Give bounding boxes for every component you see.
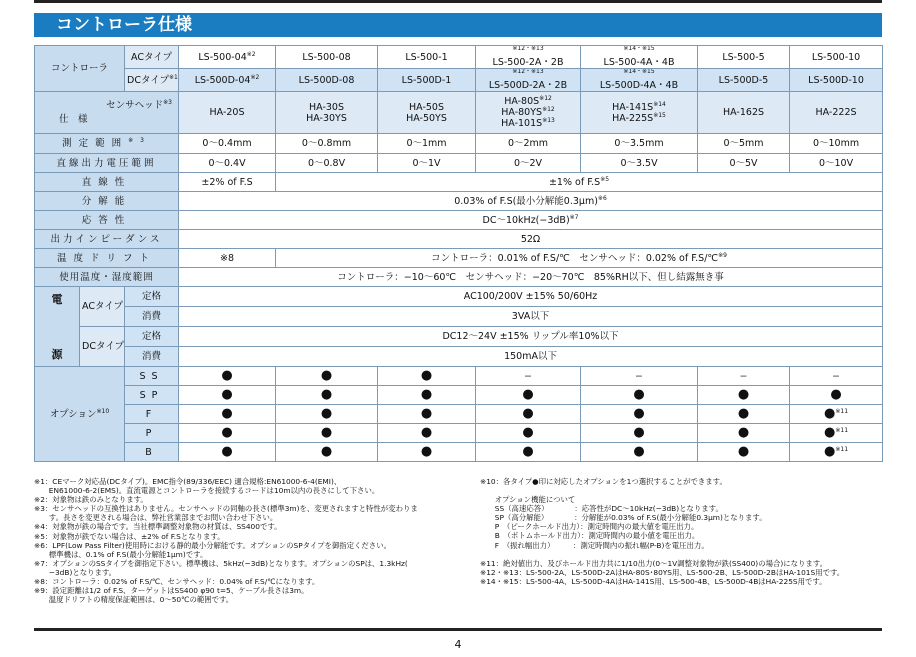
option-dot: ● <box>221 387 233 402</box>
sensor-head-model: HA-30S <box>309 101 344 113</box>
voltage-value-text: 0〜5V <box>729 157 758 169</box>
note-line: ※14・※15：LS-500-4A、LS-500D-4AはHA-141S用、LS-500-4B、LS-500D-4BはHA-225S用です。 <box>480 576 827 586</box>
sensor-head-cell <box>179 92 276 134</box>
option-cell <box>698 405 790 424</box>
response-sup: ※7 <box>569 213 579 221</box>
voltage-value-text: 0〜3.5V <box>620 157 658 169</box>
voltage-value <box>476 154 581 173</box>
range-label-sup: ※3 <box>128 136 151 144</box>
option-name <box>125 424 179 443</box>
ac-model-name: LS-500-5 <box>722 51 765 63</box>
option-cell <box>179 405 276 424</box>
resolution-sup: ※6 <box>597 194 607 202</box>
ac-rating-text: AC100/200V ±15% 50/60Hz <box>463 291 598 302</box>
option-dash: − <box>739 370 748 382</box>
voltage-value <box>179 154 276 173</box>
sensor-head-model: HA-162S <box>723 107 765 118</box>
table-row <box>35 211 883 230</box>
note-line: ※2：対象物は鉄のみとなります。 <box>34 495 148 505</box>
dc-consumption-label-text: 消費 <box>142 351 162 362</box>
note-line: ※5：対象物が鉄でない場合は、±2% of F.Sとなります。 <box>34 531 225 541</box>
impedance-value-text: 52Ω <box>520 233 541 245</box>
dc-model-name: LS-500D-1 <box>401 74 452 86</box>
dc-model-name: LS-500D-04 <box>194 74 251 86</box>
dc-model-name: LS-500D-5 <box>718 74 769 86</box>
option-dot: ● <box>320 387 333 402</box>
ac-model-cell <box>581 46 698 69</box>
sensor-head-model: HA-101S <box>501 118 543 129</box>
note-line: 標準機は、0.1% of F.S(最小分解能1μm)です。 <box>34 549 208 559</box>
option-dash: − <box>635 370 643 382</box>
option-cell <box>790 386 883 405</box>
sensor-head-cell <box>378 92 476 134</box>
option-cell <box>476 424 581 443</box>
dc-consumption-label <box>125 347 179 367</box>
power-dc-text: DCタイプ <box>82 341 124 352</box>
table-row <box>35 307 883 327</box>
note-line <box>480 486 844 495</box>
linearity-first-text: ±2% of F.S <box>201 176 253 188</box>
range-value <box>179 134 276 154</box>
voltage-label <box>35 154 179 173</box>
table-row <box>35 230 883 249</box>
option-cell <box>581 424 698 443</box>
env-label <box>35 268 179 287</box>
range-value <box>790 134 883 154</box>
spec-sensor-header <box>35 92 179 134</box>
voltage-value <box>378 154 476 173</box>
option-dot: ● <box>633 444 645 459</box>
bottom-rule <box>34 628 882 631</box>
sensor-head-model: HA-222S <box>815 107 857 118</box>
power-label-bottom: 源 <box>51 347 63 361</box>
note-line: ※6：LPF(Low Pass Filter)使用時における静的最小分解能です。オプションのSPタイプを御指定ください。 <box>34 540 391 550</box>
range-value-text: 0〜1mm <box>406 138 447 149</box>
ac-model-cell <box>378 46 476 69</box>
option-dot: ● <box>830 387 842 402</box>
dc-model-cell <box>581 69 698 92</box>
spec-text: 仕 様 <box>59 114 88 125</box>
controller-label <box>35 46 125 92</box>
option-dot: ● <box>633 425 645 440</box>
table-row <box>35 287 883 307</box>
note-line: −3dB)となります。 <box>34 567 117 577</box>
ac-rating-value <box>179 287 883 307</box>
sensor-head-cell <box>698 92 790 134</box>
note-line: EN61000-6-2(EMS)。直流電源とコントローラを接続するコードは10m以内の長さにして下さい。 <box>34 486 380 496</box>
range-value <box>476 134 581 154</box>
option-name <box>125 405 179 424</box>
range-value-text: 0〜2mm <box>507 138 549 149</box>
ac-rating-label <box>125 287 179 307</box>
drift-rest-sup: ※9 <box>718 251 727 259</box>
table-row <box>35 386 883 405</box>
option-dot: ● <box>522 444 534 459</box>
option-dot: ● <box>420 425 433 440</box>
linearity-rest-sup: ※5 <box>600 175 610 183</box>
drift-rest-text: コントローラ：0.01% of F.S/℃ センサヘッド：0.02% of F.S/℃ <box>431 252 719 264</box>
sensor-head-model-sup: ※15 <box>653 111 666 119</box>
ac-model-sup: ※2 <box>246 50 256 58</box>
table-row <box>35 424 883 443</box>
table-row <box>35 405 883 424</box>
option-cell <box>179 424 276 443</box>
ac-model-cell <box>698 46 790 69</box>
option-dot: ● <box>420 406 433 421</box>
option-cell <box>276 367 378 386</box>
table-row <box>35 443 883 462</box>
ac-rating-label-text: 定格 <box>142 291 162 302</box>
range-value <box>581 134 698 154</box>
top-rule <box>34 0 882 3</box>
sensor-head-model: HA-80YS <box>501 107 543 118</box>
range-value-text: 0〜0.4mm <box>202 138 252 149</box>
dc-model-name: LS-500D-08 <box>298 74 355 86</box>
option-name-text: B <box>145 446 158 458</box>
dc-model-cell <box>790 69 883 92</box>
option-dot: ● <box>320 368 333 383</box>
dc-model-name: LS-500D-4A・4B <box>599 80 679 91</box>
note-line: P （ピークホールド出力）：測定時間内の最大値を電圧出力。 <box>480 522 699 532</box>
sensor-head-model-sup: ※14 <box>653 100 666 108</box>
voltage-label-text: 直線出力電圧範囲 <box>56 157 157 169</box>
option-dot: ● <box>824 444 836 459</box>
sensor-head-model-sup: ※12 <box>542 105 555 113</box>
ac-consumption-value <box>179 307 883 327</box>
drift-label-text: 温度ドリフト <box>57 252 157 264</box>
range-value-text: 0〜3.5mm <box>614 138 664 149</box>
power-dc-label <box>80 327 125 367</box>
option-dot: ● <box>320 406 333 421</box>
sensor-head-sup: ※3 <box>163 98 173 106</box>
linearity-rest-text: ±1% of F.S <box>548 176 601 188</box>
voltage-value-text: 0〜0.8V <box>307 157 346 169</box>
sensor-head-cell <box>581 92 698 134</box>
voltage-value <box>581 154 698 173</box>
option-cell <box>581 367 698 386</box>
table-row <box>35 69 883 92</box>
impedance-value <box>179 230 883 249</box>
option-cell <box>476 405 581 424</box>
table-row <box>35 327 883 347</box>
ac-model-cell <box>276 46 378 69</box>
sensor-head-model: HA-141S <box>612 101 654 113</box>
controller-label-text: コントローラ <box>51 63 109 74</box>
option-cell <box>179 386 276 405</box>
table-row <box>35 249 883 268</box>
drift-rest <box>276 249 883 268</box>
option-cell <box>790 424 883 443</box>
note-line: B （ボトムホールド出力）：測定時間内の最小値を電圧出力。 <box>480 531 700 541</box>
options-label-text: オプション <box>49 408 97 420</box>
impedance-label-text: 出力インピーダンス <box>50 233 163 245</box>
dc-model-note: ※14・※15 <box>623 68 655 75</box>
drift-first <box>179 249 276 268</box>
option-cell <box>378 443 476 462</box>
option-dot: ● <box>221 406 233 421</box>
option-cell <box>378 424 476 443</box>
ac-model-cell <box>476 46 581 69</box>
option-name-text: P <box>145 427 158 439</box>
option-cell <box>276 424 378 443</box>
spec-label <box>41 114 172 125</box>
power-label <box>35 287 80 367</box>
note-line: SP（高分解能） ：分解能が0.03% of F.S(最小分解能0.3μm)となります。 <box>480 513 767 523</box>
option-sup: ※11 <box>835 407 849 415</box>
sensor-head-model: HA-50S <box>409 101 444 113</box>
option-cell <box>790 405 883 424</box>
voltage-value-text: 0〜2V <box>513 157 543 169</box>
option-name-text: SS <box>139 370 164 382</box>
ac-model-name: LS-500-1 <box>405 51 448 63</box>
sensor-head-model: HA-80S <box>504 96 540 107</box>
option-cell <box>698 386 790 405</box>
table-row <box>35 268 883 287</box>
range-value-text: 0〜5mm <box>723 138 764 149</box>
power-ac-label <box>80 287 125 327</box>
linearity-first <box>179 173 276 192</box>
linearity-rest <box>276 173 883 192</box>
ac-model-name: LS-500-04 <box>198 51 247 63</box>
note-line: SS（高速応答） ：応答性がDC〜10kHz(−3dB)となります。 <box>480 504 723 514</box>
ac-type-label <box>125 46 179 69</box>
option-sup: ※11 <box>835 426 849 434</box>
option-cell <box>476 386 581 405</box>
option-dash: − <box>832 370 840 382</box>
range-value-text: 0〜0.8mm <box>301 138 352 149</box>
dc-model-name: LS-500D-10 <box>808 74 864 86</box>
option-dot: ● <box>633 406 645 421</box>
option-cell <box>698 367 790 386</box>
dc-type-label <box>125 69 179 92</box>
note-line: 温度ドリフトの精度保証範囲は、0〜50℃の範囲です。 <box>34 595 234 605</box>
options-label <box>35 367 125 462</box>
option-cell <box>476 443 581 462</box>
ac-consumption-label <box>125 307 179 327</box>
option-dot: ● <box>420 387 433 402</box>
notes-right <box>480 477 844 586</box>
option-cell <box>276 386 378 405</box>
option-cell <box>581 443 698 462</box>
option-cell <box>179 443 276 462</box>
env-value <box>179 268 883 287</box>
dc-model-cell <box>378 69 476 92</box>
note-line: F （振れ幅出力） ：測定時間内の振れ幅(P-B)を電圧出力。 <box>480 540 709 550</box>
response-value-text: DC〜10kHz(−3dB) <box>482 214 570 226</box>
linearity-label <box>35 173 179 192</box>
option-dot: ● <box>737 387 750 402</box>
option-dot: ● <box>737 425 750 440</box>
note-line: ※12・※13：LS-500-2A、LS-500D-2AはHA-80S･80YS用、LS-500-2B、LS-500D-2BはHA-101S用です。 <box>480 567 845 577</box>
option-dot: ● <box>522 387 534 402</box>
option-cell <box>276 405 378 424</box>
notes-left <box>34 477 418 604</box>
voltage-value <box>698 154 790 173</box>
voltage-value-text: 0〜10V <box>818 157 854 169</box>
sensor-head-text: センサヘッド <box>106 100 164 111</box>
ac-model-name: LS-500-4A・4B <box>603 57 675 68</box>
response-label-text: 応答性 <box>81 214 132 226</box>
option-dot: ● <box>522 425 534 440</box>
response-label <box>35 211 179 230</box>
sensor-head-cell <box>476 92 581 134</box>
dc-rating-label-text: 定格 <box>142 331 162 342</box>
ac-model-note: ※12・※13 <box>512 45 544 52</box>
note-line: ※1：CEマーク対応品(DCタイプ)。EMC指令(89/336/EEC) 適合規格:EN61000-6-4(EMI)、 <box>34 477 342 486</box>
option-sup: ※11 <box>835 445 849 453</box>
option-cell <box>276 443 378 462</box>
drift-first-text: ※8 <box>220 252 235 264</box>
option-cell <box>179 367 276 386</box>
dc-consumption-text: 150mA以下 <box>504 351 557 362</box>
option-name <box>125 386 179 405</box>
linearity-label-text: 直線性 <box>81 176 132 188</box>
note-line: ※9：設定距離は1/2 of F.S、ターゲットはSS400 φ90 t=5、ケーブル長さは3m。 <box>34 586 309 596</box>
power-label-top: 電 <box>51 292 63 306</box>
sensor-head-model: HA-30YS <box>306 112 347 124</box>
options-label-sup: ※10 <box>96 407 110 415</box>
dc-model-cell <box>476 69 581 92</box>
range-label-text: 測定範囲 <box>62 138 129 149</box>
power-ac-text: ACタイプ <box>82 301 123 312</box>
note-line: ※11：絶対値出力、及びホールド出力共に1/10出力(0〜1V調整対象物が鉄(SS400)の場合)になります。 <box>480 558 828 568</box>
voltage-value-text: 0〜1V <box>412 157 441 169</box>
ac-consumption-label-text: 消費 <box>142 311 162 322</box>
sensor-head-model-sup: ※12 <box>539 94 552 102</box>
option-cell <box>476 367 581 386</box>
option-cell <box>378 405 476 424</box>
table-row <box>35 192 883 211</box>
table-row <box>35 154 883 173</box>
option-cell <box>378 367 476 386</box>
voltage-value <box>276 154 378 173</box>
option-dash: − <box>524 370 532 382</box>
option-cell <box>581 405 698 424</box>
table-row <box>35 347 883 367</box>
voltage-value <box>790 154 883 173</box>
option-name <box>125 367 179 386</box>
option-dot: ● <box>737 444 750 459</box>
option-dot: ● <box>221 425 233 440</box>
option-dot: ● <box>320 444 333 459</box>
page-number: 4 <box>454 638 462 651</box>
sensor-head-model: HA-225S <box>612 112 654 124</box>
option-dot: ● <box>824 425 836 440</box>
dc-model-note: ※12・※13 <box>512 68 544 75</box>
range-label <box>35 134 179 154</box>
voltage-value-text: 0〜0.4V <box>208 157 246 169</box>
range-value <box>378 134 476 154</box>
resolution-label-text: 分解能 <box>81 195 132 207</box>
drift-label <box>35 249 179 268</box>
option-dot: ● <box>522 406 534 421</box>
option-dot: ● <box>221 444 233 459</box>
ac-model-name: LS-500-2A・2B <box>492 57 564 68</box>
resolution-value <box>179 192 883 211</box>
option-dot: ● <box>737 406 750 421</box>
option-name-text: F <box>145 408 158 420</box>
dc-rating-text: DC12〜24V ±15% リップル率10%以下 <box>442 331 619 342</box>
ac-type-text: ACタイプ <box>131 51 173 63</box>
option-cell <box>698 424 790 443</box>
range-value-text: 0〜10mm <box>812 138 860 149</box>
note-line: ※8：コントローラ：0.02% of F.S/℃、センサヘッド：0.04% of F.S/℃になります。 <box>34 577 320 587</box>
dc-model-cell <box>276 69 378 92</box>
sensor-head-cell <box>276 92 378 134</box>
dc-consumption-value <box>179 347 883 367</box>
dc-model-name: LS-500D-2A・2B <box>488 80 568 91</box>
ac-model-note: ※14・※15 <box>623 45 655 52</box>
option-name-text: SP <box>139 389 164 401</box>
ac-model-cell <box>790 46 883 69</box>
note-line <box>480 550 844 559</box>
table-row <box>35 173 883 192</box>
range-value <box>698 134 790 154</box>
option-cell <box>698 443 790 462</box>
option-dot: ● <box>420 444 433 459</box>
option-cell <box>378 386 476 405</box>
table-row <box>35 367 883 386</box>
note-line: ※10：各タイプ●印に対応したオプションを1つ選択することができます。 <box>480 477 727 486</box>
dc-type-sup: ※1 <box>169 73 178 81</box>
note-line: す。長さを変更される場合は、弊社営業部までお問い合わせ下さい。 <box>34 513 278 523</box>
spec-table <box>34 45 883 462</box>
dc-model-cell <box>698 69 790 92</box>
dc-model-cell <box>179 69 276 92</box>
option-dot: ● <box>633 387 645 402</box>
option-dot: ● <box>420 368 433 383</box>
note-line: ※3：センサヘッドの互換性はありません。センサヘッドの同軸の長さ(標準3m)を、変更されますと特性が変わりま <box>34 504 418 514</box>
sensor-head-model: HA-50YS <box>406 112 447 124</box>
sensor-head-model: HA-20S <box>209 107 245 118</box>
option-cell <box>790 367 883 386</box>
sensor-head-cell <box>790 92 883 134</box>
dc-model-sup: ※2 <box>250 73 260 81</box>
ac-model-name: LS-500-10 <box>811 51 861 63</box>
dc-type-text: DCタイプ <box>127 74 169 86</box>
option-name <box>125 443 179 462</box>
env-label-text: 使用温度・湿度範囲 <box>59 271 154 283</box>
page-title: コントローラ仕様 <box>34 13 882 37</box>
response-value <box>179 211 883 230</box>
sensor-head-model-sup: ※13 <box>542 116 555 124</box>
dc-rating-label <box>125 327 179 347</box>
resolution-label <box>35 192 179 211</box>
resolution-value-text: 0.03% of F.S(最小分解能0.3μm) <box>454 195 598 207</box>
option-cell <box>581 386 698 405</box>
note-line: オプション機能について <box>480 495 576 505</box>
sensor-head-label <box>41 100 172 111</box>
note-line: ※4：対象物が鉄の場合です。当社標準調整対象物の材質は、SS400です。 <box>34 522 282 532</box>
table-row <box>35 46 883 69</box>
env-value-text: コントローラ：−10〜60℃ センサヘッド：−20〜70℃ 85%RH以下、但し結露無き事 <box>337 271 724 283</box>
note-line: ※7：オプションのSSタイプを御指定下さい。標準機は、5kHz(−3dB)となります。オプションのSPは、1.3kHz( <box>34 558 408 568</box>
table-row <box>35 92 883 134</box>
table-row <box>35 134 883 154</box>
option-dot: ● <box>824 406 836 421</box>
option-cell <box>790 443 883 462</box>
dc-rating-value <box>179 327 883 347</box>
option-dot: ● <box>320 425 333 440</box>
ac-model-cell <box>179 46 276 69</box>
impedance-label <box>35 230 179 249</box>
option-dot: ● <box>221 368 233 383</box>
range-value <box>276 134 378 154</box>
ac-model-name: LS-500-08 <box>302 51 351 63</box>
ac-consumption-text: 3VA以下 <box>511 311 550 322</box>
